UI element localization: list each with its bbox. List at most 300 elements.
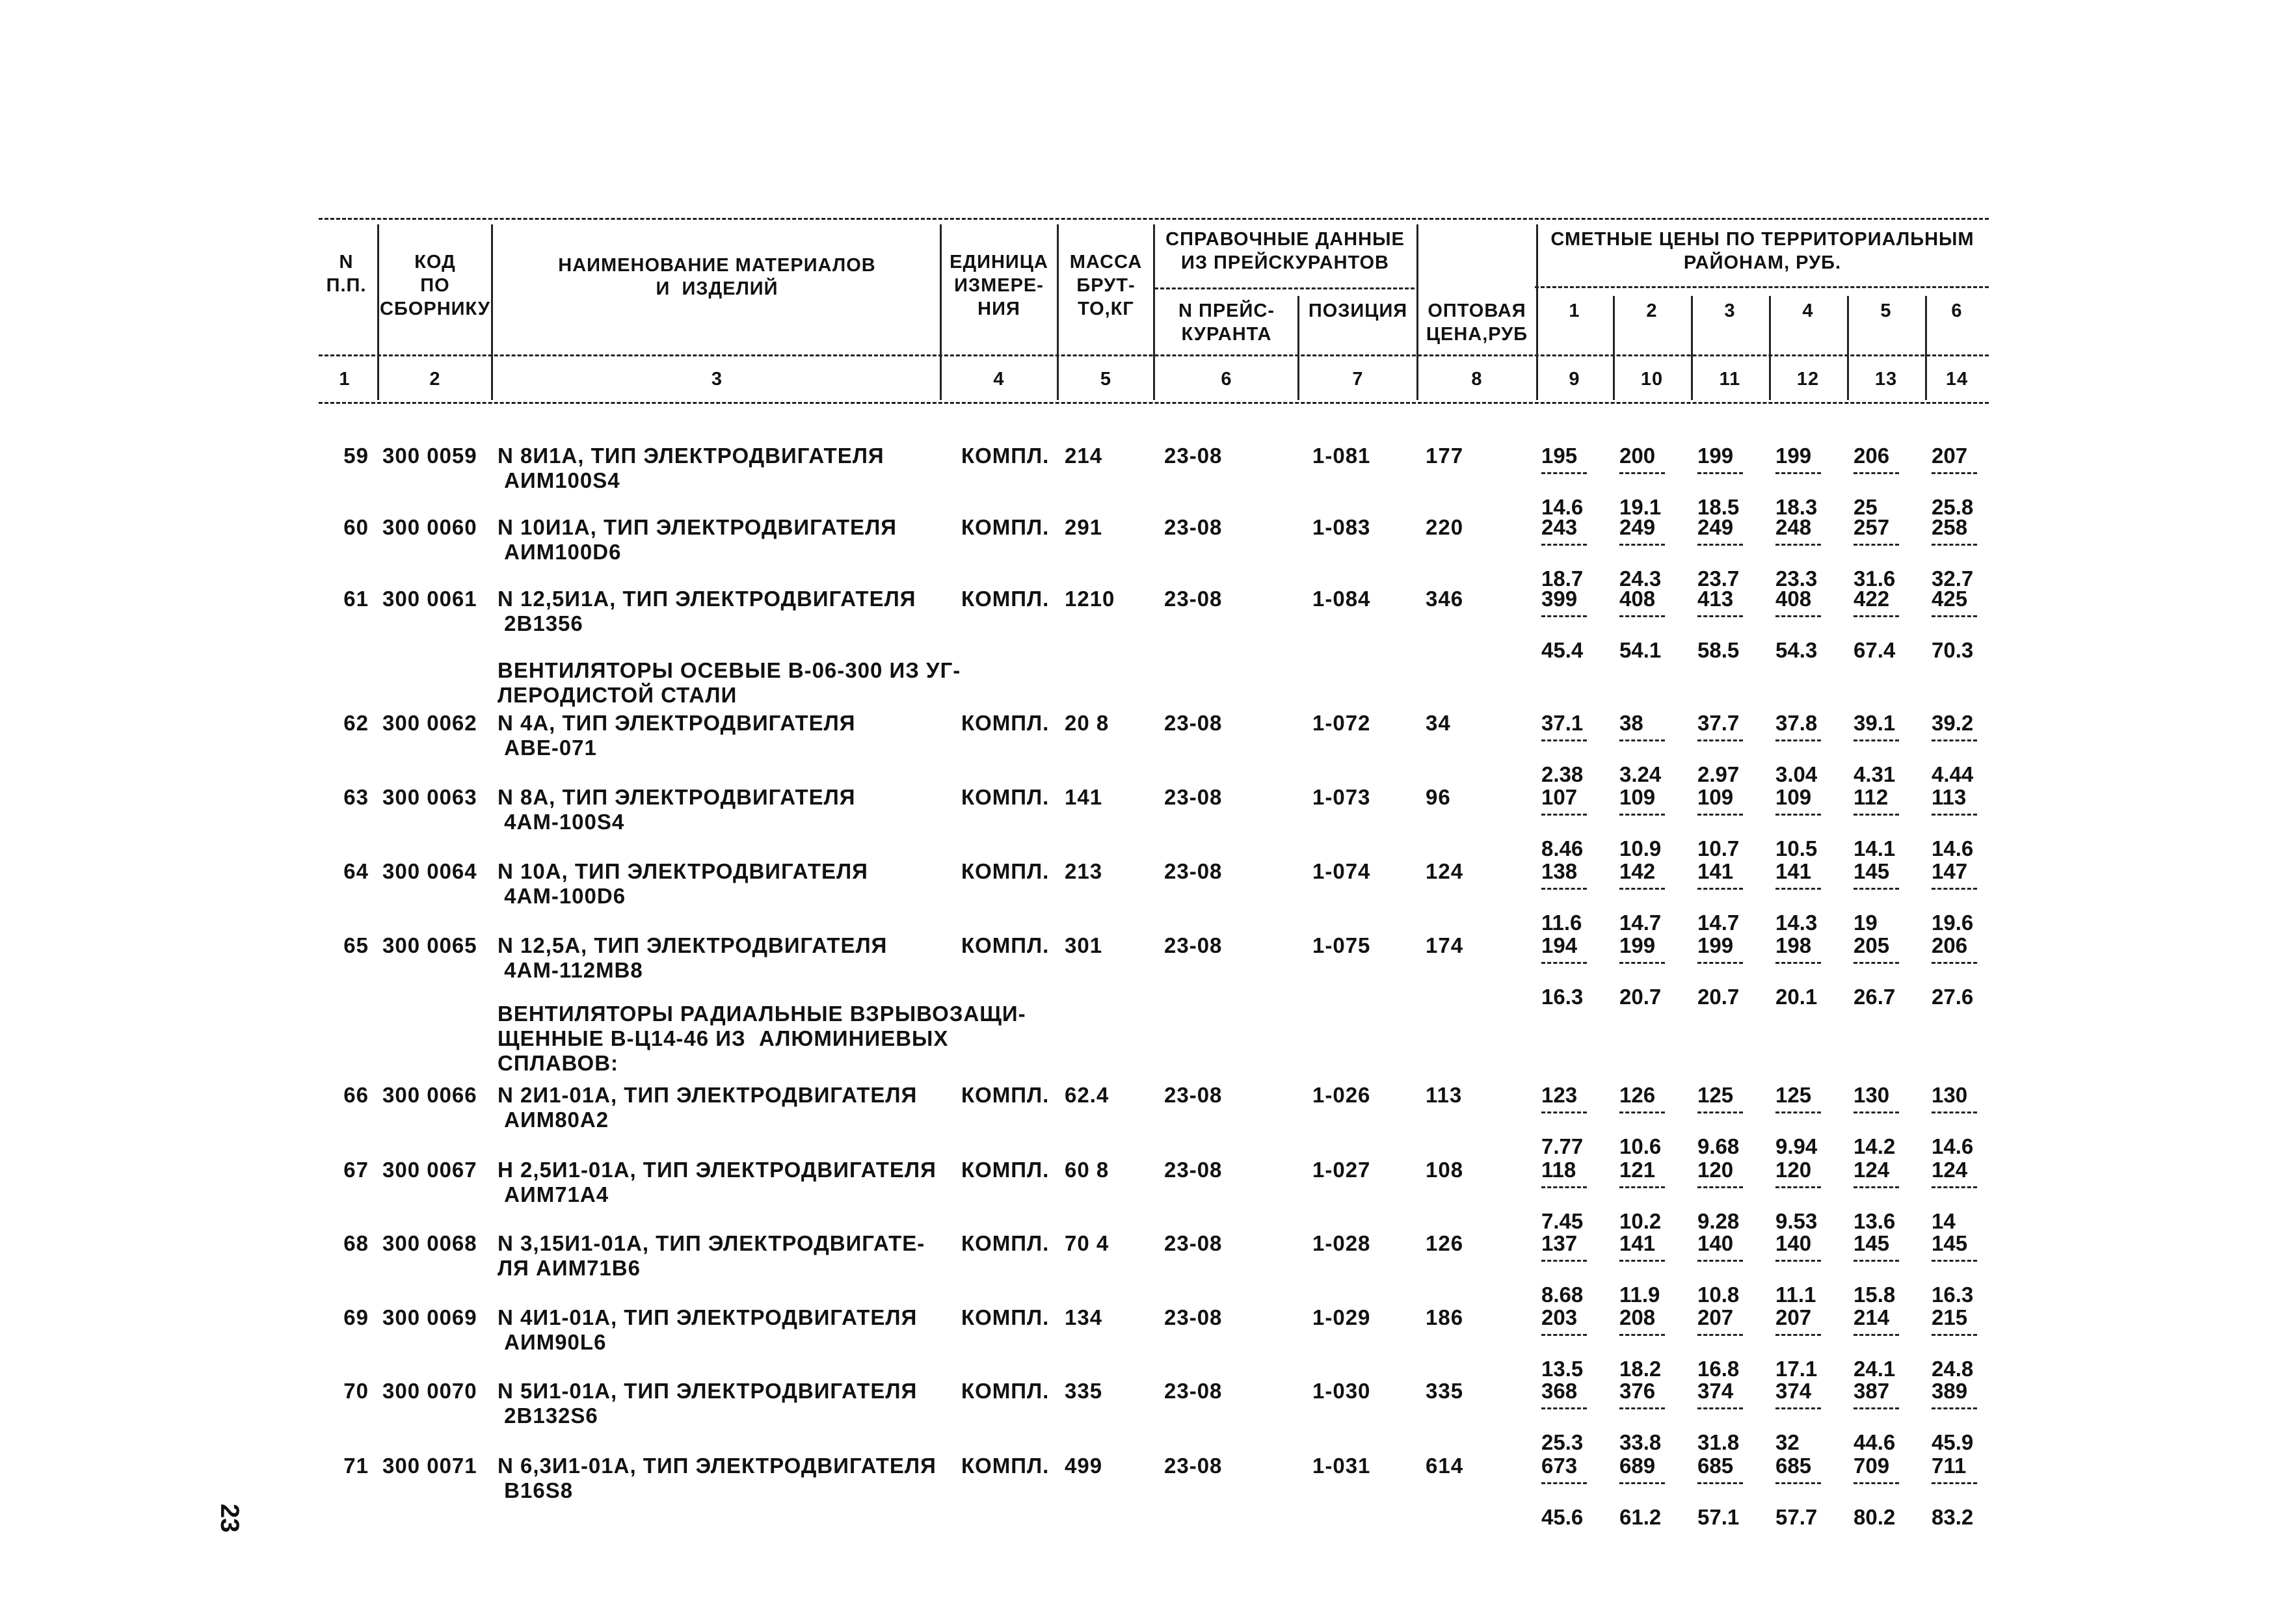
row-unit: КОМПЛ.	[961, 711, 1050, 735]
labor-component: 16.3	[1541, 985, 1584, 1009]
estimated-price: 145	[1854, 1231, 1890, 1255]
estimated-price: 206	[1854, 444, 1890, 468]
fraction-bar	[1697, 1482, 1743, 1484]
fraction-bar	[1854, 739, 1899, 741]
row-number: 65	[343, 933, 369, 957]
fraction-bar	[1775, 888, 1821, 890]
labor-component: 7.77	[1541, 1134, 1584, 1158]
fraction-bar	[1541, 814, 1587, 816]
region-price-2	[1619, 515, 1678, 591]
row-position: 1-072	[1312, 711, 1371, 735]
fraction-bar	[1541, 472, 1587, 474]
estimated-price: 199	[1619, 933, 1656, 957]
header-region-2: 2	[1646, 300, 1658, 321]
row-material-name: N 2И1-01А, ТИП ЭЛЕКТРОДВИГАТЕЛЯ АИМ80А2	[498, 1083, 918, 1132]
estimated-price: 37.8	[1775, 711, 1818, 735]
row-unit: КОМПЛ.	[961, 933, 1050, 957]
fraction-bar	[1854, 544, 1899, 546]
fraction-bar	[1697, 1260, 1743, 1262]
row-material-name: N 10И1А, ТИП ЭЛЕКТРОДВИГАТЕЛЯ АИМ100D6	[498, 515, 897, 564]
estimated-price: 120	[1697, 1158, 1734, 1182]
fraction-bar	[1697, 739, 1743, 741]
row-pricelist: 23-08	[1164, 1083, 1223, 1107]
estimated-price: 199	[1697, 933, 1734, 957]
estimated-price: 194	[1541, 933, 1578, 957]
estimated-price: 215	[1932, 1305, 1968, 1329]
fraction-bar	[1932, 962, 1977, 964]
colnum-4: 4	[993, 369, 1005, 390]
estimated-price: 208	[1619, 1305, 1656, 1329]
row-mass: 60 8	[1065, 1158, 1110, 1182]
row-mass: 70 4	[1065, 1231, 1110, 1255]
labor-component: 27.6	[1932, 985, 1974, 1009]
estimated-price: 422	[1854, 587, 1890, 611]
row-wholesale-price: 124	[1426, 859, 1464, 883]
region-price-5	[1854, 785, 1912, 861]
row-pricelist: 23-08	[1164, 1158, 1223, 1182]
fraction-bar	[1541, 739, 1587, 741]
fraction-bar	[1697, 544, 1743, 546]
colnum-11: 11	[1719, 369, 1741, 390]
row-unit: КОМПЛ.	[961, 1305, 1050, 1329]
fraction-bar	[1775, 1334, 1821, 1336]
labor-component: 4.31	[1854, 762, 1896, 786]
region-price-6	[1932, 1379, 1990, 1455]
region-price-1	[1541, 933, 1600, 1009]
fraction-bar	[1619, 1407, 1665, 1409]
labor-component: 9.94	[1775, 1134, 1818, 1158]
labor-component: 32	[1775, 1430, 1800, 1454]
fraction-bar	[1932, 888, 1977, 890]
region-price-4	[1775, 1454, 1834, 1530]
colnum-10: 10	[1640, 369, 1664, 390]
labor-component: 10.2	[1619, 1209, 1662, 1233]
row-material-name: N 8А, ТИП ЭЛЕКТРОДВИГАТЕЛЯ 4АМ-100S4	[498, 785, 856, 834]
fraction-bar	[1932, 544, 1977, 546]
region-price-1	[1541, 1305, 1600, 1381]
region-price-1	[1541, 1158, 1600, 1234]
row-pricelist: 23-08	[1164, 859, 1223, 883]
region-price-3	[1697, 1379, 1756, 1455]
header-position: ПОЗИЦИЯ	[1308, 300, 1408, 321]
row-pricelist: 23-08	[1164, 515, 1223, 539]
estimated-price: 376	[1619, 1379, 1656, 1403]
region-price-5	[1854, 1305, 1912, 1381]
region-price-4	[1775, 859, 1834, 935]
region-price-3	[1697, 444, 1756, 520]
colnum-6: 6	[1221, 369, 1232, 390]
estimated-price: 199	[1775, 444, 1812, 468]
row-unit: КОМПЛ.	[961, 1454, 1050, 1478]
estimated-price: 137	[1541, 1231, 1578, 1255]
labor-component: 44.6	[1854, 1430, 1896, 1454]
row-unit: КОМПЛ.	[961, 859, 1050, 883]
region-price-6	[1932, 515, 1990, 591]
row-number: 59	[343, 444, 369, 468]
estimated-price: 145	[1932, 1231, 1968, 1255]
estimated-price: 205	[1854, 933, 1890, 957]
row-number: 68	[343, 1231, 369, 1255]
estimated-price: 112	[1854, 785, 1889, 809]
region-price-6	[1932, 1305, 1990, 1381]
estimated-price: 387	[1854, 1379, 1890, 1403]
region-price-5	[1854, 859, 1912, 935]
fraction-bar	[1619, 739, 1665, 741]
row-wholesale-price: 335	[1426, 1379, 1464, 1403]
row-position: 1-074	[1312, 859, 1371, 883]
colnum-3: 3	[711, 369, 723, 390]
row-wholesale-price: 126	[1426, 1231, 1464, 1255]
estimated-price: 399	[1541, 587, 1578, 611]
colnum-13: 13	[1874, 369, 1898, 390]
region-price-2	[1619, 859, 1678, 935]
row-wholesale-price: 220	[1426, 515, 1464, 539]
fraction-bar	[1854, 1482, 1899, 1484]
row-code: 300 0059	[382, 444, 477, 468]
estimated-price: 207	[1775, 1305, 1812, 1329]
estimated-price: 39.2	[1932, 711, 1974, 735]
fraction-bar	[1619, 1260, 1665, 1262]
fraction-bar	[1775, 962, 1821, 964]
labor-component: 18.3	[1775, 495, 1818, 519]
labor-component: 3.04	[1775, 762, 1818, 786]
labor-component: 25	[1854, 495, 1878, 519]
row-code: 300 0066	[382, 1083, 477, 1107]
fraction-bar	[1775, 1260, 1821, 1262]
fraction-bar	[1775, 739, 1821, 741]
estimated-price: 207	[1697, 1305, 1734, 1329]
row-wholesale-price: 108	[1426, 1158, 1464, 1182]
row-code: 300 0062	[382, 711, 477, 735]
region-price-3	[1697, 1454, 1756, 1530]
fraction-bar	[1697, 1407, 1743, 1409]
labor-component: 32.7	[1932, 566, 1974, 591]
labor-component: 19	[1854, 911, 1878, 935]
region-price-4	[1775, 933, 1834, 1009]
region-price-3	[1697, 859, 1756, 935]
row-material-name: N 12,5А, ТИП ЭЛЕКТРОДВИГАТЕЛЯ 4АМ-112МВ8	[498, 933, 888, 982]
header-top-rule	[319, 218, 1989, 220]
fraction-bar	[1854, 888, 1899, 890]
row-pricelist: 23-08	[1164, 444, 1223, 468]
row-pricelist: 23-08	[1164, 711, 1223, 735]
region-price-3	[1697, 711, 1756, 787]
estimated-price: 249	[1619, 515, 1656, 539]
header-region-5: 5	[1880, 300, 1892, 321]
region-price-2	[1619, 1158, 1678, 1234]
region-price-1	[1541, 859, 1600, 935]
estimated-price: 120	[1775, 1158, 1812, 1182]
labor-component: 58.5	[1697, 638, 1740, 662]
region-price-1	[1541, 587, 1600, 663]
row-unit: КОМПЛ.	[961, 1379, 1050, 1403]
estimated-price: 243	[1541, 515, 1578, 539]
row-material-name: N 5И1-01А, ТИП ЭЛЕКТРОДВИГАТЕЛЯ 2В132S6	[498, 1379, 918, 1428]
row-mass: 62.4	[1065, 1083, 1110, 1107]
fraction-bar	[1541, 1260, 1587, 1262]
estimated-price: 126	[1619, 1083, 1656, 1107]
row-code: 300 0061	[382, 587, 477, 611]
fraction-bar	[1619, 888, 1665, 890]
region-price-1	[1541, 785, 1600, 861]
labor-component: 23.3	[1775, 566, 1818, 591]
row-material-name: N 3,15И1-01А, ТИП ЭЛЕКТРОДВИГАТЕ- ЛЯ АИМ71В6	[498, 1231, 925, 1280]
estimated-price: 203	[1541, 1305, 1578, 1329]
fraction-bar	[1775, 615, 1821, 617]
labor-component: 26.7	[1854, 985, 1896, 1009]
row-code: 300 0069	[382, 1305, 477, 1329]
region-price-5	[1854, 1379, 1912, 1455]
region-price-2	[1619, 785, 1678, 861]
estimated-price: 147	[1932, 859, 1968, 883]
fraction-bar	[1932, 1482, 1977, 1484]
labor-component: 16.3	[1932, 1283, 1974, 1307]
region-price-3	[1697, 587, 1756, 663]
row-position: 1-084	[1312, 587, 1371, 611]
estimated-price: 258	[1932, 515, 1968, 539]
row-position: 1-073	[1312, 785, 1371, 809]
labor-component: 2.97	[1697, 762, 1740, 786]
region-price-1	[1541, 711, 1600, 787]
row-code: 300 0064	[382, 859, 477, 883]
row-wholesale-price: 614	[1426, 1454, 1464, 1478]
labor-component: 24.1	[1854, 1357, 1896, 1381]
row-mass: 291	[1065, 515, 1103, 539]
region-price-5	[1854, 1231, 1912, 1307]
labor-component: 9.68	[1697, 1134, 1740, 1158]
estimated-price: 138	[1541, 859, 1578, 883]
row-pricelist: 23-08	[1164, 1305, 1223, 1329]
labor-component: 31.6	[1854, 566, 1896, 591]
region-price-4	[1775, 444, 1834, 520]
row-mass: 214	[1065, 444, 1103, 468]
fraction-bar	[1775, 1186, 1821, 1188]
labor-component: 14.6	[1932, 1134, 1974, 1158]
fraction-bar	[1697, 962, 1743, 964]
labor-component: 24.8	[1932, 1357, 1974, 1381]
fraction-bar	[1619, 544, 1665, 546]
colnum-8: 8	[1471, 369, 1483, 390]
row-unit: КОМПЛ.	[961, 1083, 1050, 1107]
region-price-4	[1775, 711, 1834, 787]
labor-component: 45.6	[1541, 1505, 1584, 1529]
fraction-bar	[1854, 1112, 1899, 1113]
header-region-1: 1	[1569, 300, 1580, 321]
fraction-bar	[1854, 814, 1899, 816]
row-mass: 1210	[1065, 587, 1115, 611]
labor-component: 14	[1932, 1209, 1956, 1233]
fraction-bar	[1854, 1407, 1899, 1409]
fraction-bar	[1619, 1186, 1665, 1188]
row-position: 1-027	[1312, 1158, 1371, 1182]
labor-component: 11.9	[1619, 1283, 1660, 1307]
labor-component: 67.4	[1854, 638, 1896, 662]
header-unit: ЕДИНИЦА ИЗМЕРЕ- НИЯ	[950, 252, 1048, 319]
estimated-price: 374	[1775, 1379, 1812, 1403]
labor-component: 10.8	[1697, 1283, 1740, 1307]
colnum-1: 1	[339, 369, 351, 390]
region-price-4	[1775, 1083, 1834, 1159]
row-mass: 335	[1065, 1379, 1103, 1403]
estimated-price: 199	[1697, 444, 1734, 468]
fraction-bar	[1541, 615, 1587, 617]
region-price-5	[1854, 587, 1912, 663]
region-price-2	[1619, 444, 1678, 520]
region-price-5	[1854, 515, 1912, 591]
labor-component: 8.46	[1541, 836, 1584, 860]
estimated-price: 689	[1619, 1454, 1656, 1478]
region-price-1	[1541, 1231, 1600, 1307]
row-pricelist: 23-08	[1164, 1379, 1223, 1403]
estimated-price: 368	[1541, 1379, 1578, 1403]
labor-component: 4.44	[1932, 762, 1974, 786]
row-code: 300 0068	[382, 1231, 477, 1255]
labor-component: 14.7	[1697, 911, 1740, 935]
labor-component: 57.7	[1775, 1505, 1818, 1529]
region-price-6	[1932, 1454, 1990, 1530]
labor-component: 9.28	[1697, 1209, 1740, 1233]
fraction-bar	[1697, 814, 1743, 816]
estimated-price: 140	[1775, 1231, 1812, 1255]
fraction-bar	[1541, 1186, 1587, 1188]
row-pricelist: 23-08	[1164, 1231, 1223, 1255]
estimated-price: 685	[1775, 1454, 1812, 1478]
fraction-bar	[1854, 615, 1899, 617]
header-region-4: 4	[1802, 300, 1814, 321]
row-wholesale-price: 96	[1426, 785, 1451, 809]
row-material-name: N 6,3И1-01А, ТИП ЭЛЕКТРОДВИГАТЕЛЯ В16S8	[498, 1454, 937, 1502]
region-price-1	[1541, 1379, 1600, 1455]
region-price-2	[1619, 1454, 1678, 1530]
estimated-price: 141	[1775, 859, 1812, 883]
region-price-3	[1697, 1231, 1756, 1307]
labor-component: 20.1	[1775, 985, 1818, 1009]
region-price-6	[1932, 785, 1990, 861]
region-price-1	[1541, 444, 1600, 520]
region-price-5	[1854, 1454, 1912, 1530]
labor-component: 19.6	[1932, 911, 1974, 935]
labor-component: 24.3	[1619, 566, 1662, 591]
page-number: 23	[215, 1504, 244, 1533]
row-pricelist: 23-08	[1164, 785, 1223, 809]
section-heading: ВЕНТИЛЯТОРЫ ОСЕВЫЕ В-06-300 ИЗ УГ- ЛЕРОДИСТОЙ СТАЛИ	[498, 658, 961, 707]
region-price-2	[1619, 711, 1678, 787]
estimated-price: 195	[1541, 444, 1578, 468]
header-code: КОД ПО СБОРНИКУ	[380, 252, 490, 319]
estimated-price: 140	[1697, 1231, 1734, 1255]
fraction-bar	[1541, 1112, 1587, 1113]
region-price-4	[1775, 515, 1834, 591]
row-position: 1-081	[1312, 444, 1371, 468]
estimated-price: 408	[1775, 587, 1812, 611]
estimated-price: 374	[1697, 1379, 1734, 1403]
fraction-bar	[1932, 1112, 1977, 1113]
fraction-bar	[1775, 1407, 1821, 1409]
estimated-price: 141	[1697, 859, 1734, 883]
row-mass: 301	[1065, 933, 1103, 957]
colnum-12: 12	[1796, 369, 1820, 390]
fraction-bar	[1932, 472, 1977, 474]
fraction-bar	[1932, 739, 1977, 741]
fraction-bar	[1854, 472, 1899, 474]
region-price-1	[1541, 1083, 1600, 1159]
fraction-bar	[1854, 1334, 1899, 1336]
estimated-price: 413	[1697, 587, 1734, 611]
fraction-bar	[1541, 1407, 1587, 1409]
row-position: 1-075	[1312, 933, 1371, 957]
row-unit: КОМПЛ.	[961, 444, 1050, 468]
labor-component: 18.5	[1697, 495, 1740, 519]
region-price-6	[1932, 1158, 1990, 1234]
colnum-5: 5	[1100, 369, 1112, 390]
labor-component: 20.7	[1619, 985, 1662, 1009]
row-code: 300 0060	[382, 515, 477, 539]
region-price-2	[1619, 1083, 1678, 1159]
row-mass: 141	[1065, 785, 1103, 809]
estimated-price: 118	[1541, 1158, 1576, 1182]
labor-component: 23.7	[1697, 566, 1740, 591]
labor-component: 14.3	[1775, 911, 1818, 935]
labor-component: 70.3	[1932, 638, 1974, 662]
header-region-6: 6	[1951, 300, 1963, 321]
region-price-4	[1775, 587, 1834, 663]
labor-component: 20.7	[1697, 985, 1740, 1009]
row-code: 300 0071	[382, 1454, 477, 1478]
estimated-price: 145	[1854, 859, 1890, 883]
row-material-name: N 4И1-01А, ТИП ЭЛЕКТРОДВИГАТЕЛЯ АИМ90L6	[498, 1305, 918, 1354]
row-material-name: N 10А, ТИП ЭЛЕКТРОДВИГАТЕЛЯ 4АМ-100D6	[498, 859, 868, 908]
region-price-3	[1697, 933, 1756, 1009]
row-material-name: Н 2,5И1-01А, ТИП ЭЛЕКТРОДВИГАТЕЛЯ АИМ71А4	[498, 1158, 937, 1206]
region-price-4	[1775, 1158, 1834, 1234]
row-number: 67	[343, 1158, 369, 1182]
row-number: 71	[343, 1454, 369, 1478]
estimated-price: 113	[1932, 785, 1967, 809]
estimated-price: 39.1	[1854, 711, 1896, 735]
region-price-6	[1932, 444, 1990, 520]
row-position: 1-031	[1312, 1454, 1371, 1478]
fraction-bar	[1541, 544, 1587, 546]
ref-group-rule	[1154, 287, 1415, 289]
region-price-5	[1854, 1158, 1912, 1234]
estimated-price: 123	[1541, 1083, 1578, 1107]
labor-component: 15.8	[1854, 1283, 1896, 1307]
region-price-5	[1854, 444, 1912, 520]
labor-component: 14.6	[1932, 836, 1974, 860]
header-region-3: 3	[1724, 300, 1736, 321]
region-price-3	[1697, 1083, 1756, 1159]
region-price-6	[1932, 1083, 1990, 1159]
row-code: 300 0063	[382, 785, 477, 809]
fraction-bar	[1697, 888, 1743, 890]
labor-component: 11.6	[1541, 911, 1582, 935]
labor-component: 14.7	[1619, 911, 1662, 935]
row-position: 1-030	[1312, 1379, 1371, 1403]
row-mass: 213	[1065, 859, 1103, 883]
labor-component: 45.9	[1932, 1430, 1974, 1454]
row-pricelist: 23-08	[1164, 587, 1223, 611]
labor-component: 14.2	[1854, 1134, 1896, 1158]
row-unit: КОМПЛ.	[961, 515, 1050, 539]
row-mass: 134	[1065, 1305, 1103, 1329]
region-price-1	[1541, 1454, 1600, 1530]
region-price-3	[1697, 1305, 1756, 1381]
fraction-bar	[1932, 1407, 1977, 1409]
row-wholesale-price: 346	[1426, 587, 1464, 611]
labor-component: 9.53	[1775, 1209, 1818, 1233]
header-estimated-prices-group: СМЕТНЫЕ ЦЕНЫ ПО ТЕРРИТОРИАЛЬНЫМ РАЙОНАМ, РУБ.	[1550, 229, 1974, 273]
fraction-bar	[1854, 1186, 1899, 1188]
